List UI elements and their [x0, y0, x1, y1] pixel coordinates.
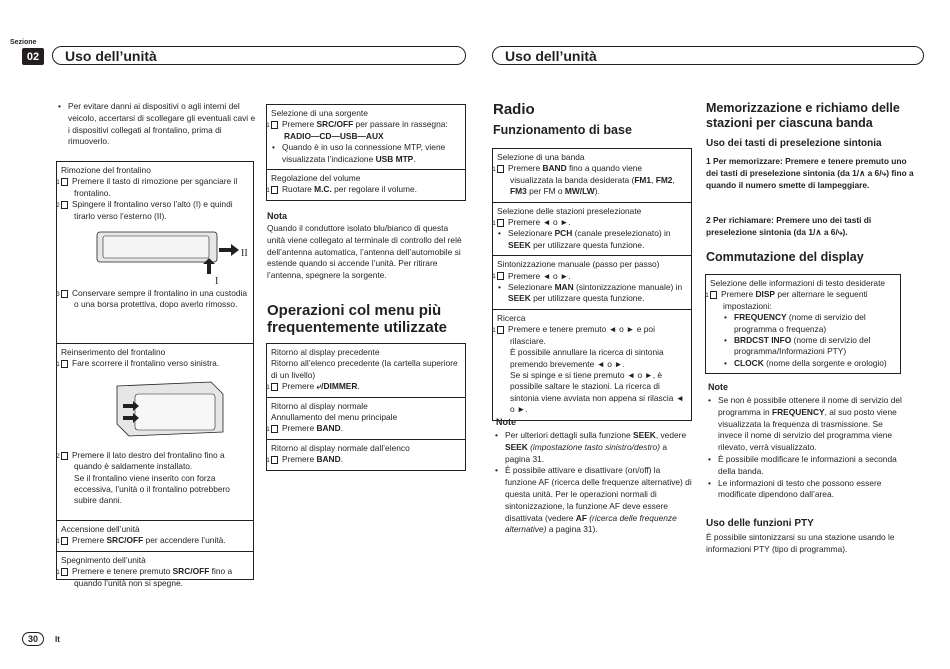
- col3-note-1: • Per ulteriori dettagli sulla funzione SEEK, vedere SEEK (impostazione tasto sinistro/destro) a pagina 31.: [494, 430, 692, 465]
- reinsert-extra: Se il frontalino viene inserito con forza eccessiva, l’unità o il frontalino potrebbero subire danni.: [74, 472, 230, 506]
- source-title: Selezione di una sorgente: [271, 108, 368, 118]
- prev-display-section: [267, 344, 465, 397]
- preset-keys-heading: Uso dei tasti di preselezione sintonia: [706, 138, 882, 149]
- col4-note-title: Note: [708, 382, 728, 392]
- power-on-step: 1 Premere SRC/OFF per accendere l’unità.: [56, 535, 226, 546]
- removal-step-3: 3 Conservare sempre il frontalino in una custodia o una borsa protettiva, dopo averlo rimosso.: [56, 288, 248, 310]
- removal-figure: [91, 226, 261, 286]
- source-volume-box: [266, 104, 466, 201]
- power-off-section: [57, 551, 253, 593]
- normal-from-list-title: Ritorno al display normale dall’elenco: [271, 442, 410, 453]
- seek-extra-2: Se si spinge e si tiene premuto ◄ o ►, è possibile saltare le stazioni. La ricerca di sintonia viene avviata non appena si rilascia ◄ o ►.: [510, 369, 685, 415]
- intro-bullet: • Per evitare danni ai dispositivi o agli interni del veicolo, accertarsi di scollegare gli eventuali cavi e i dispositivi collegati al frontalino, prima di rimuoverlo.: [57, 101, 256, 148]
- volume-step: 1 Ruotare M.C. per regolare il volume.: [266, 184, 417, 195]
- menu-heading: Operazioni col menu più frequentemente utilizzate: [267, 302, 448, 336]
- power-on-section: [57, 520, 253, 551]
- language-code: It: [55, 635, 60, 644]
- preset-bullet: • Selezionare PCH (canale preselezionato) in SEEK per utilizzare questa funzione.: [497, 228, 687, 251]
- volume-title: Regolazione del volume: [271, 173, 361, 184]
- preset-step: 1 Premere ◄ o ►.: [492, 217, 571, 228]
- normal-display-section: [267, 397, 465, 439]
- section-label: Sezione: [10, 39, 37, 46]
- frontalino-box: [56, 161, 254, 588]
- band-section: [493, 149, 691, 202]
- normal-display-title: Ritorno al display normale: [271, 400, 368, 411]
- normal-from-list-step: 1 Premere BAND.: [266, 454, 343, 465]
- memory-heading: Memorizzazione e richiamo delle stazioni per ciascuna banda: [706, 101, 900, 130]
- seek-section: [493, 309, 691, 420]
- power-on-title: Accensione dell’unità: [61, 524, 140, 534]
- seek-extra-1: È possibile annullare la ricerca di sintonia premendo brevemente ◄ o ►.: [510, 347, 664, 369]
- source-bullet: • Quando è in uso la connessione MTP, viene visualizzata l’indicazione USB MTP.: [271, 142, 461, 165]
- text-info-section: [706, 275, 900, 373]
- col4-note-3: • Le informazioni di testo che possono essere modificate dipendono dall’area.: [707, 478, 907, 502]
- reinsert-section: [57, 343, 253, 520]
- figure-label-ii: II: [241, 248, 248, 260]
- memorize-paragraph: 1 Per memorizzare: Premere e tenere premuto uno dei tasti di preselezione sintonia (da 1/∧ a 6/⤷) fino a quando il numero smette di lampeggiare.: [706, 156, 914, 190]
- preset-title: Selezione delle stazioni preselezionate: [497, 205, 642, 216]
- source-section: [267, 105, 465, 169]
- section-number: 02: [22, 48, 44, 65]
- prev-display-title: Ritorno al display precedente: [271, 347, 380, 357]
- text-info-item-2: • BRDCST INFO (nome di servizio del programma/Informazioni PTY): [723, 335, 896, 358]
- reinsert-step-2: 2 Premere il lato destro del frontalino fino a quando è saldamente installato.: [56, 449, 225, 472]
- radio-heading: Radio: [493, 101, 535, 118]
- normal-from-list-section: [267, 439, 465, 470]
- pty-heading: Uso delle funzioni PTY: [706, 518, 814, 529]
- reinsert-figure: [111, 374, 231, 444]
- band-step: 1 Premere BAND fino a quando viene visualizzata la banda desiderata (FM1, FM2, FM3 per FM o MW/LW).: [492, 163, 675, 197]
- manual-step: 1 Premere ◄ o ►.: [492, 270, 571, 281]
- col3-note-title: Note: [496, 417, 516, 427]
- pty-text: È possibile sintonizzarsi su una stazione usando le informazioni PTY (tipo di programma).: [706, 532, 895, 554]
- manual-title: Sintonizzazione manuale (passo per passo): [497, 259, 660, 270]
- left-section-title: Uso dell’unità: [52, 46, 466, 65]
- text-info-step: 1 Premere DISP per alternare le seguenti impostazioni:: [705, 289, 868, 311]
- normal-display-step: 1 Premere BAND.: [266, 423, 343, 434]
- prev-display-line2: Ritorno all’elenco precedente (la cartella superiore di un livello): [271, 358, 458, 380]
- col4-note-1: • Se non è possibile ottenere il nome di servizio del programma in FREQUENCY, al suo posto viene visualizzata la frequenza di trasmissione. Se invece il nome di servizio del programma viene rilevato, verrà visualizzato.: [707, 395, 907, 454]
- menu-box: [266, 343, 466, 471]
- col3-note-2: • È possibile attivare e disattivare (on/off) la funzione AF (ricerca delle frequenze alternative) di questa unità. Per le operazioni normali di sintonizzazione, la funzione AF deve essere disattivata (vedere AF (ricerca delle frequenze alternative) a pagina 31).: [494, 465, 692, 536]
- manual-bullet: • Selezionare MAN (sintonizzazione manuale) in SEEK per utilizzare questa funzione.: [497, 282, 687, 305]
- removal-title: Rimozione del frontalino: [61, 165, 151, 175]
- power-off-title: Spegnimento dell’unità: [61, 554, 146, 565]
- reinsert-title: Reinserimento del frontalino: [61, 347, 166, 357]
- text-info-item-3: • CLOCK (nome della sorgente e orologio): [723, 358, 896, 369]
- text-info-item-1: • FREQUENCY (nome di servizio del programma o frequenza): [723, 312, 896, 335]
- text-info-title: Selezione delle informazioni di testo desiderate: [710, 278, 886, 288]
- col4-note-2: • È possibile modificare le informazioni a seconda della banda.: [707, 454, 907, 478]
- display-switch-heading: Commutazione del display: [706, 250, 864, 264]
- col3-notes: [494, 430, 692, 536]
- prev-display-step: 1 Premere ⤶/DIMMER.: [266, 381, 360, 392]
- right-section-title: Uso dell’unità: [492, 46, 924, 65]
- text-info-box: [705, 274, 901, 374]
- basic-operation-heading: Funzionamento di base: [493, 123, 632, 137]
- preset-section: [493, 202, 691, 256]
- removal-step-1: 1 Premere il tasto di rimozione per sganciare il frontalino.: [56, 176, 238, 198]
- source-sequence: RADIO—CD—USB—AUX: [284, 130, 384, 141]
- reinsert-step-1: 1 Fare scorrere il frontalino verso sinistra.: [56, 358, 220, 369]
- removal-section: [57, 162, 253, 343]
- power-off-step: 1 Premere e tenere premuto SRC/OFF fino a quando l’unità non si spegne.: [56, 566, 233, 588]
- band-title: Selezione di una banda: [497, 152, 585, 162]
- volume-section: [267, 169, 465, 200]
- source-step: 1 Premere SRC/OFF per passare in rassegna:: [266, 119, 448, 130]
- col2-note-title: Nota: [267, 211, 287, 221]
- seek-step: 1 Premere e tenere premuto ◄ o ► e poi rilasciare.: [492, 324, 655, 346]
- col4-notes: [707, 395, 907, 501]
- seek-title: Ricerca: [497, 312, 526, 323]
- normal-display-line2: Annullamento del menu principale: [271, 412, 398, 423]
- radio-box: [492, 148, 692, 421]
- page-number: 30: [22, 632, 44, 646]
- manual-tuning-section: [493, 255, 691, 309]
- recall-paragraph: 2 Per richiamare: Premere uno dei tasti di preselezione sintonia (da 1/∧ a 6/⤷).: [706, 215, 872, 237]
- col2-note-text: Quando il conduttore isolato blu/bianco di questa unità viene collegato al terminale di controllo del relè dell’antenna automatica, l’antenna dell’automobile si estende quando si accende l’unità. Per ritirare l’antenna, spegnere la sorgente.: [267, 223, 462, 281]
- figure-label-i: I: [215, 276, 219, 287]
- removal-step-2: 2 Spingere il frontalino verso l’alto (I) e quindi tirarlo verso l’esterno (II).: [56, 199, 233, 221]
